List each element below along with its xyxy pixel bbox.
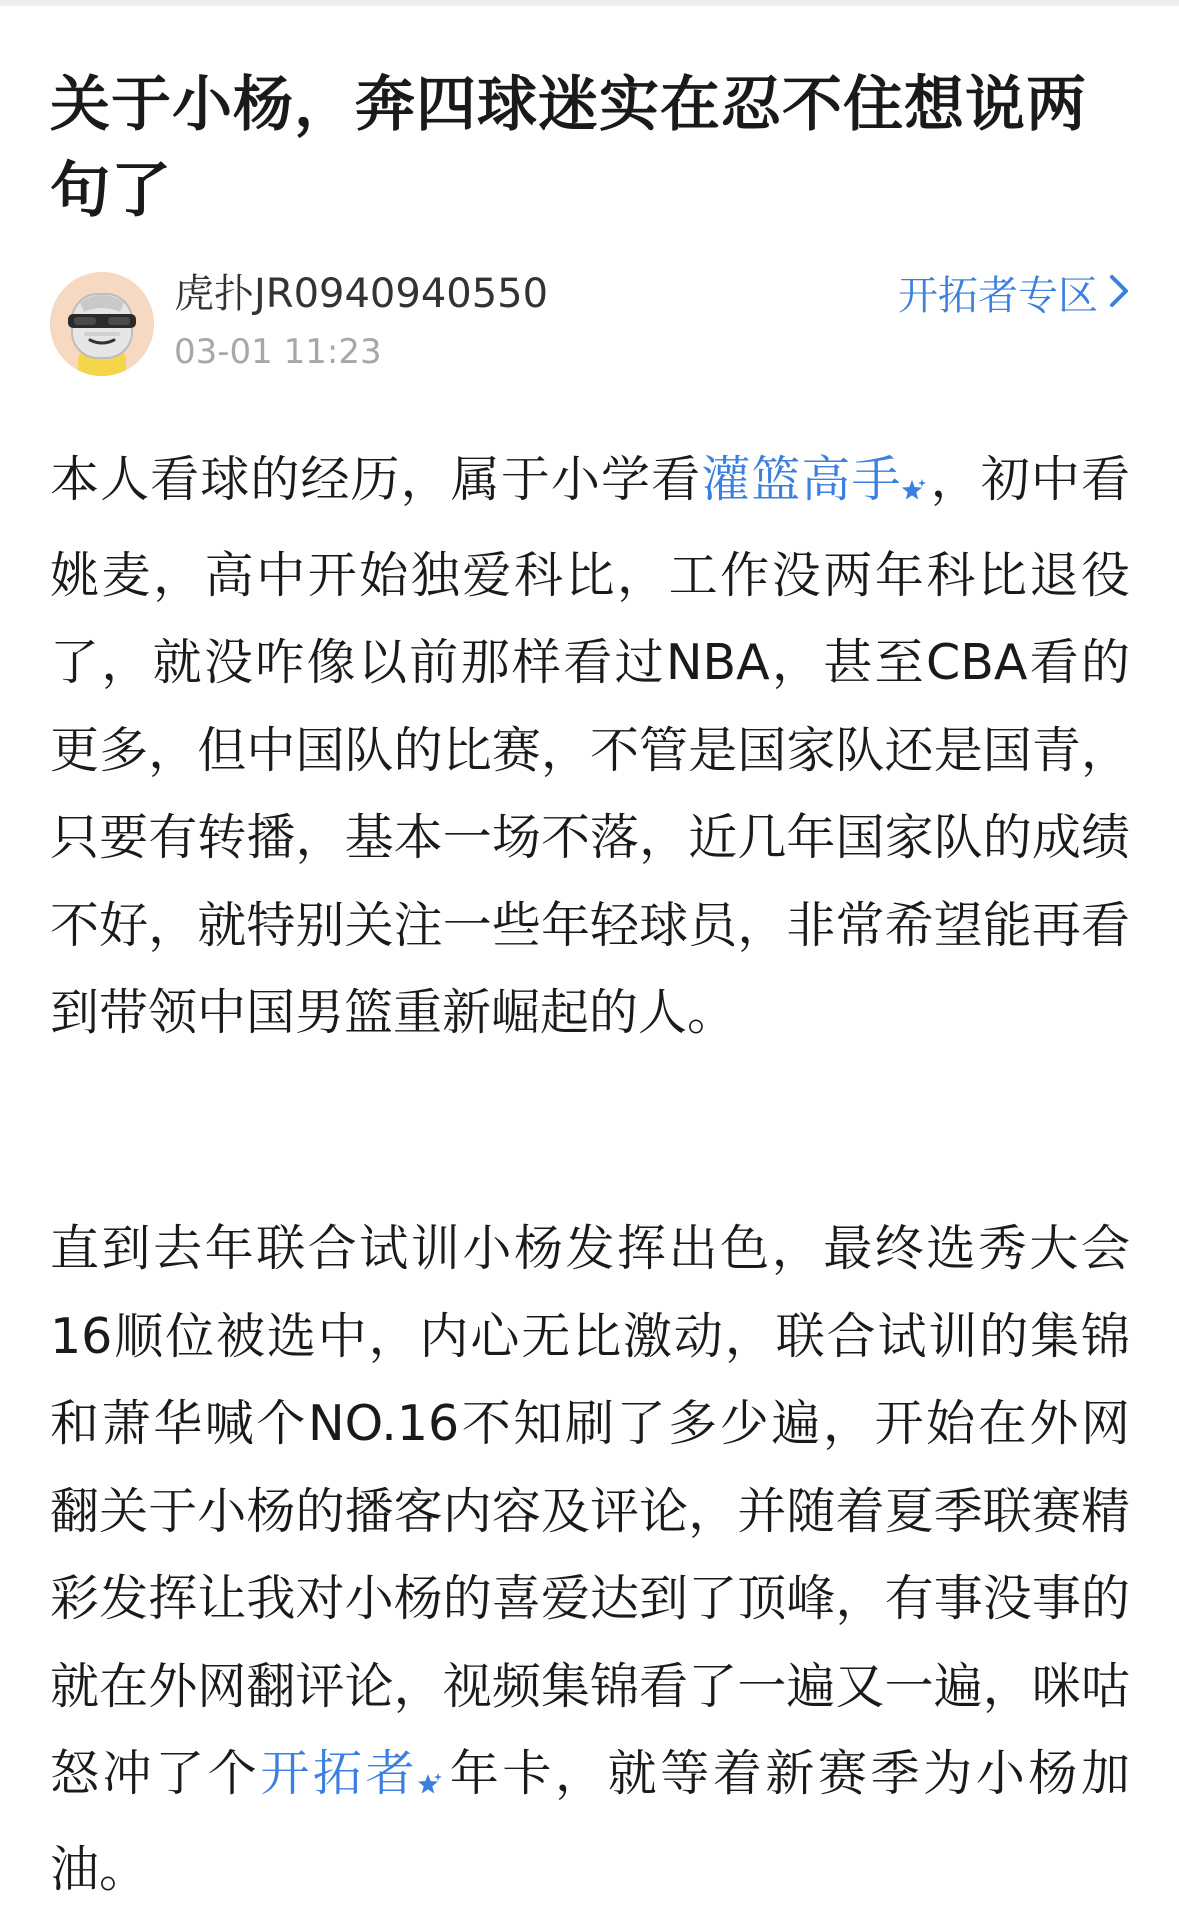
keyword-link-trail-blazers[interactable]: 开拓者	[260, 1745, 419, 1802]
section-link-label: 开拓者专区	[898, 273, 1098, 319]
chevron-right-icon	[1108, 270, 1130, 322]
star-sparkle-icon	[900, 444, 928, 532]
post-time: 03-01 11:23	[174, 332, 382, 372]
paragraph-1-text-after: ，初中看姚麦，高中开始独爱科比，工作没两年科比退役了，就没咋像以前那样看过NBA，甚至CBA看的更多，但中国队的比赛，不管是国家队还是国青，只要有转播，基本一场不落，近几年国家队的成绩不好，就特别关注一些年轻球员，非常希望能再看到带领中国男篮重新崛起的人。	[50, 451, 1130, 1041]
author-row	[50, 268, 1130, 376]
paragraph-1-text-before: 本人看球的经历，属于小学看	[50, 451, 702, 508]
post-title: 关于小杨，奔四球迷实在忍不住想说两句了	[50, 70, 1087, 226]
top-divider	[0, 0, 1179, 6]
paragraph-2-text-after: 年卡，就等着新赛季为小杨加油。	[50, 1745, 1130, 1898]
star-sparkle-icon	[416, 1738, 444, 1826]
masked-face-avatar-icon	[50, 272, 154, 376]
post-paragraph-2	[50, 1205, 1130, 1913]
section-link-button[interactable]	[898, 270, 1130, 322]
author-avatar[interactable]	[50, 272, 154, 376]
paragraph-2-text-before: 直到去年联合试训小杨发挥出色，最终选秀大会16顺位被选中，内心无比激动，联合试训的集锦和萧华喊个NO.16不知刷了多少遍，开始在外网翻关于小杨的播客内容及评论，并随着夏季联赛精彩发挥让我对小杨的喜爱达到了顶峰，有事没事的就在外网翻评论，视频集锦看了一遍又一遍，咪咕怒冲了个	[50, 1220, 1130, 1802]
post-paragraph-1	[50, 436, 1130, 1057]
author-name[interactable]: 虎扑JR0940940550	[174, 271, 549, 317]
keyword-link-slam-dunk[interactable]: 灌篮高手	[701, 451, 902, 508]
